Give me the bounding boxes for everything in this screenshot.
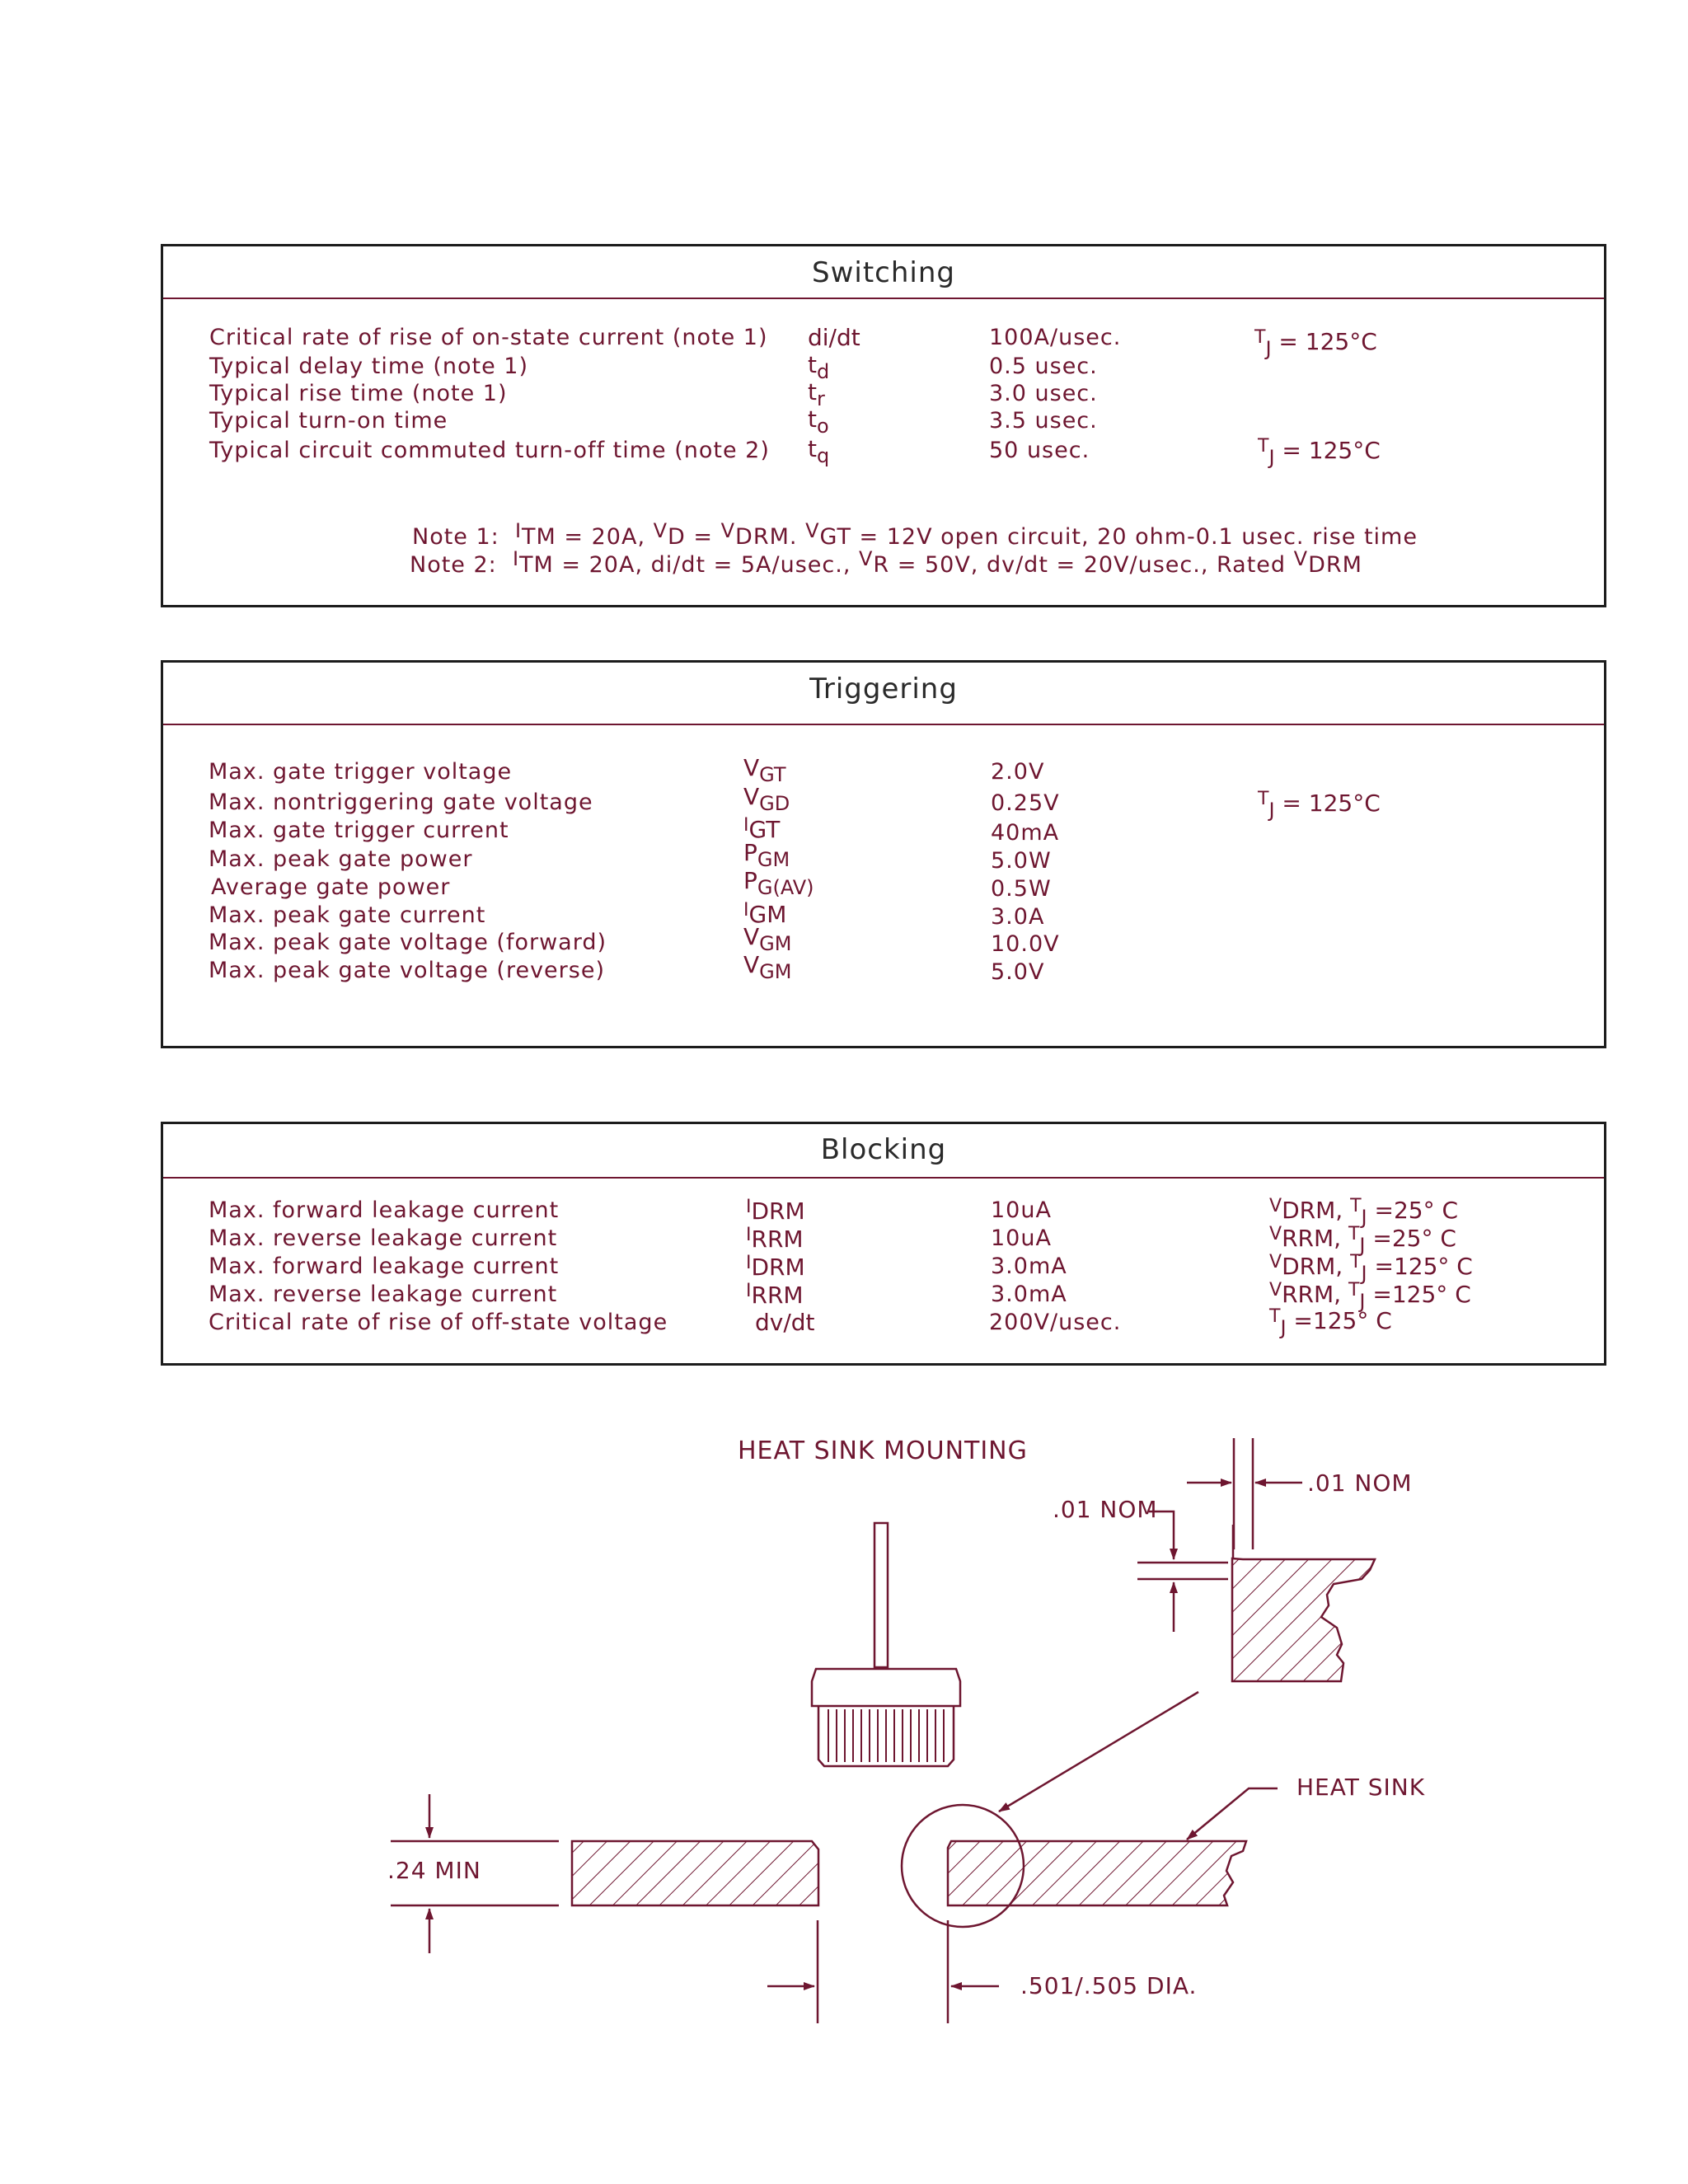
row-value: 3.5 usec. — [989, 408, 1098, 434]
row-symbol: $V_{GT}$ — [743, 754, 786, 786]
row-value: 50 usec. — [989, 438, 1090, 463]
row-value: 2.0V — [991, 759, 1045, 785]
row-value: 10uA — [991, 1197, 1052, 1223]
blocking-title: Blocking — [820, 1133, 947, 1166]
switching-title: Switching — [812, 256, 955, 289]
switching-note-2: Note 2: $^I$TM = 20A, di/dt = 5A/usec., $^V$R = 50V, dv/dt = 20V/usec., Rated $^V$DRM — [410, 547, 1362, 578]
row-value: 0.25V — [991, 790, 1060, 816]
row-symbol: $V_{GM}$ — [743, 951, 792, 983]
row-symbol: $^I$RRM — [746, 1225, 804, 1253]
dim-label-top-right: .01 NOM — [1307, 1469, 1413, 1497]
row-description: Max. gate trigger voltage — [209, 759, 513, 785]
heat-sink-plate-left — [572, 1841, 818, 1905]
row-symbol: dv/dt — [755, 1309, 815, 1336]
row-description: Max. peak gate voltage (reverse) — [209, 958, 605, 983]
row-value: 3.0mA — [991, 1254, 1067, 1279]
triggering-condition: $^T_J$ = 125°C — [1258, 789, 1381, 822]
row-condition: $^T_J$ =125° C — [1269, 1306, 1392, 1339]
switching-note-1: Note 1: $^I$TM = 20A, $^V$D = $^V$DRM. $^V$GT = 12V open circuit, 20 ohm-0.1 usec. rise time — [412, 519, 1418, 550]
row-symbol: di/dt — [808, 324, 860, 351]
row-value: 3.0mA — [991, 1282, 1067, 1307]
row-symbol: $t_d$ — [808, 351, 830, 383]
row-description: Max. forward leakage current — [209, 1197, 560, 1223]
drawing-title: HEAT SINK MOUNTING — [738, 1436, 1028, 1465]
row-condition: $^V$RRM, $^T_J$ =125° C — [1269, 1280, 1471, 1313]
dim-label-top-left: .01 NOM — [1053, 1496, 1158, 1523]
row-symbol: $t_q$ — [808, 435, 830, 467]
row-value: 10.0V — [991, 931, 1060, 957]
row-condition: $^T_J$ = 125°C — [1258, 436, 1381, 469]
thyristor-device-icon — [812, 1523, 960, 1766]
row-description: Max. peak gate power — [209, 846, 473, 872]
row-description: Max. nontriggering gate voltage — [209, 790, 593, 815]
row-symbol: $P_{GM}$ — [743, 839, 790, 871]
row-symbol: $^I$GM — [743, 900, 787, 928]
row-symbol: $t_o$ — [808, 405, 829, 438]
row-description: Max. gate trigger current — [209, 818, 509, 843]
row-description: Max. forward leakage current — [209, 1254, 560, 1279]
row-symbol: $^I$GT — [743, 815, 781, 843]
row-description: Max. peak gate voltage (forward) — [209, 930, 607, 955]
row-symbol: $^I$RRM — [746, 1281, 804, 1309]
row-value: 5.0W — [991, 848, 1052, 874]
min-thickness-label: .24 MIN — [387, 1857, 481, 1884]
row-description: Max. reverse leakage current — [209, 1226, 558, 1251]
row-symbol: $^I$DRM — [746, 1197, 805, 1225]
heat-sink-plate-right — [902, 1788, 1278, 1927]
row-description: Typical circuit commuted turn-off time (note 2) — [209, 438, 770, 463]
row-condition: $^V$RRM, $^T_J$ =25° C — [1269, 1224, 1456, 1257]
row-value: 10uA — [991, 1226, 1052, 1251]
edge-detail-section — [999, 1438, 1375, 1811]
hole-diameter-label: .501/.505 DIA. — [1020, 1972, 1198, 1999]
heat-sink-label: HEAT SINK — [1296, 1774, 1426, 1801]
row-value: 3.0 usec. — [989, 381, 1098, 406]
row-value: 0.5 usec. — [989, 354, 1098, 379]
row-symbol: $P_{G(AV)}$ — [743, 867, 814, 899]
row-description: Max. peak gate current — [209, 902, 486, 928]
row-value: 200V/usec. — [989, 1310, 1122, 1335]
row-value: 0.5W — [991, 876, 1052, 902]
row-description: Critical rate of rise of off-state voltage — [209, 1310, 668, 1335]
triggering-title: Triggering — [809, 673, 958, 705]
row-description: Typical rise time (note 1) — [209, 381, 508, 406]
min-thickness-dimension — [391, 1794, 559, 1953]
row-description: Critical rate of rise of on-state current (note 1) — [209, 325, 768, 350]
row-symbol: $V_{GD}$ — [743, 783, 790, 815]
row-description: Max. reverse leakage current — [209, 1282, 558, 1307]
row-condition: $^V$DRM, $^T_J$ =125° C — [1269, 1252, 1473, 1285]
row-symbol: $V_{GM}$ — [743, 923, 792, 955]
row-description: Typical delay time (note 1) — [209, 354, 528, 379]
row-description: Average gate power — [211, 874, 451, 900]
row-condition: $^T_J$ = 125°C — [1254, 327, 1377, 360]
row-symbol: $t_r$ — [808, 378, 825, 410]
row-value: 5.0V — [991, 959, 1045, 985]
row-value: 3.0A — [991, 904, 1045, 930]
row-condition: $^V$DRM, $^T_J$ =25° C — [1269, 1196, 1459, 1229]
row-value: 100A/usec. — [989, 325, 1122, 350]
row-value: 40mA — [991, 820, 1060, 846]
row-symbol: $^I$DRM — [746, 1253, 805, 1281]
hole-diameter-dimension — [767, 1920, 999, 2023]
row-description: Typical turn-on time — [209, 408, 448, 434]
